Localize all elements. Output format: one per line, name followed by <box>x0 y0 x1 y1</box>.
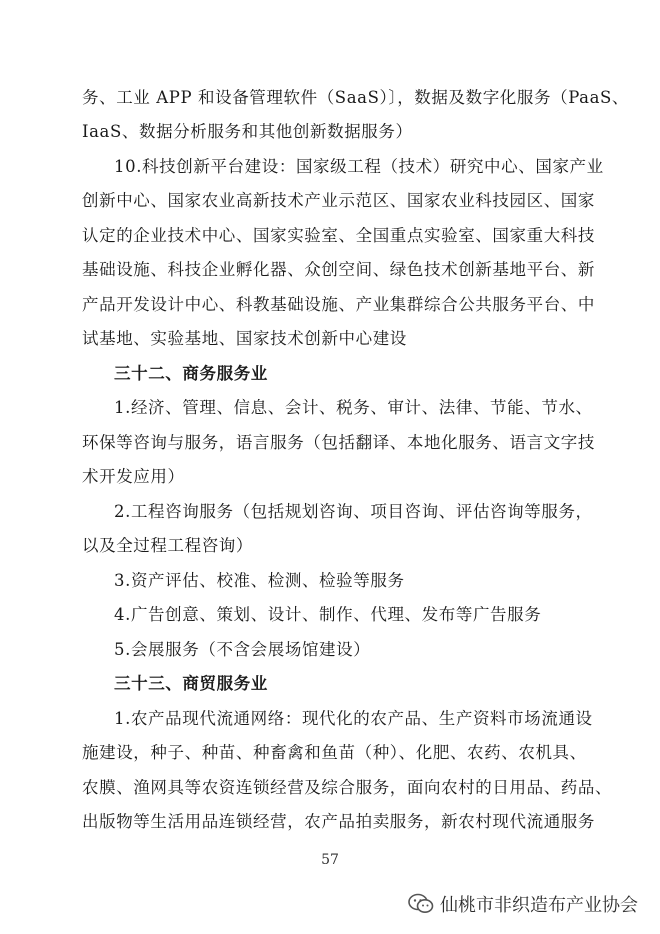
list-item-line: 10.科技创新平台建设：国家级工程（技术）研究中心、国家产业 <box>114 157 604 176</box>
text-line: 创新中心、国家农业高新技术产业示范区、国家农业科技园区、国家 <box>82 191 595 210</box>
text-line: 农膜、渔网具等农资连锁经营及综合服务，面向农村的日用品、药品、 <box>82 778 613 797</box>
text-line: 试基地、实验基地、国家技术创新中心建设 <box>82 329 407 348</box>
section-heading: 三十二、商务服务业 <box>114 364 268 383</box>
watermark-label: 仙桃市非织造布产业协会 <box>440 895 638 916</box>
list-item-line: 1.经济、管理、信息、会计、税务、审计、法律、节能、节水、 <box>114 398 593 417</box>
text-line: 以及全过程工程咨询） <box>82 536 253 555</box>
text-line: 认定的企业技术中心、国家实验室、全国重点实验室、国家重大科技 <box>82 226 595 245</box>
text-line: 施建设，种子、种苗、种畜禽和鱼苗（种）、化肥、农药、农机具、 <box>82 743 587 762</box>
list-item-line: 3.资产评估、校准、检测、检验等服务 <box>114 571 405 590</box>
list-item-line: 5.会展服务（不含会展场馆建设） <box>114 640 371 659</box>
wechat-icon <box>408 893 434 915</box>
list-item-line: 4.广告创意、策划、设计、制作、代理、发布等广告服务 <box>114 605 542 624</box>
page-number: 57 <box>321 852 339 868</box>
section-heading: 三十三、商贸服务业 <box>114 674 268 693</box>
list-item-line: 2.工程咨询服务（包括规划咨询、项目咨询、评估咨询等服务， <box>114 502 593 521</box>
text-line: 产品开发设计中心、科教基础设施、产业集群综合公共服务平台、中 <box>82 295 595 314</box>
text-line: 环保等咨询与服务，语言服务（包括翻译、本地化服务、语言文字技 <box>82 433 595 452</box>
text-line: 基础设施、科技企业孵化器、众创空间、绿色技术创新基地平台、新 <box>82 260 595 279</box>
text-line: 务、工业 APP 和设备管理软件（SaaS）〕，数据及数字化服务（PaaS、 <box>82 88 630 107</box>
text-line: 出版物等生活用品连锁经营，农产品拍卖服务，新农村现代流通服务 <box>82 812 595 831</box>
list-item-line: 1.农产品现代流通网络：现代化的农产品、生产资料市场流通设 <box>114 709 593 728</box>
text-line: IaaS、数据分析服务和其他创新数据服务） <box>82 122 413 141</box>
watermark <box>408 890 638 918</box>
text-line: 术开发应用） <box>82 467 185 486</box>
